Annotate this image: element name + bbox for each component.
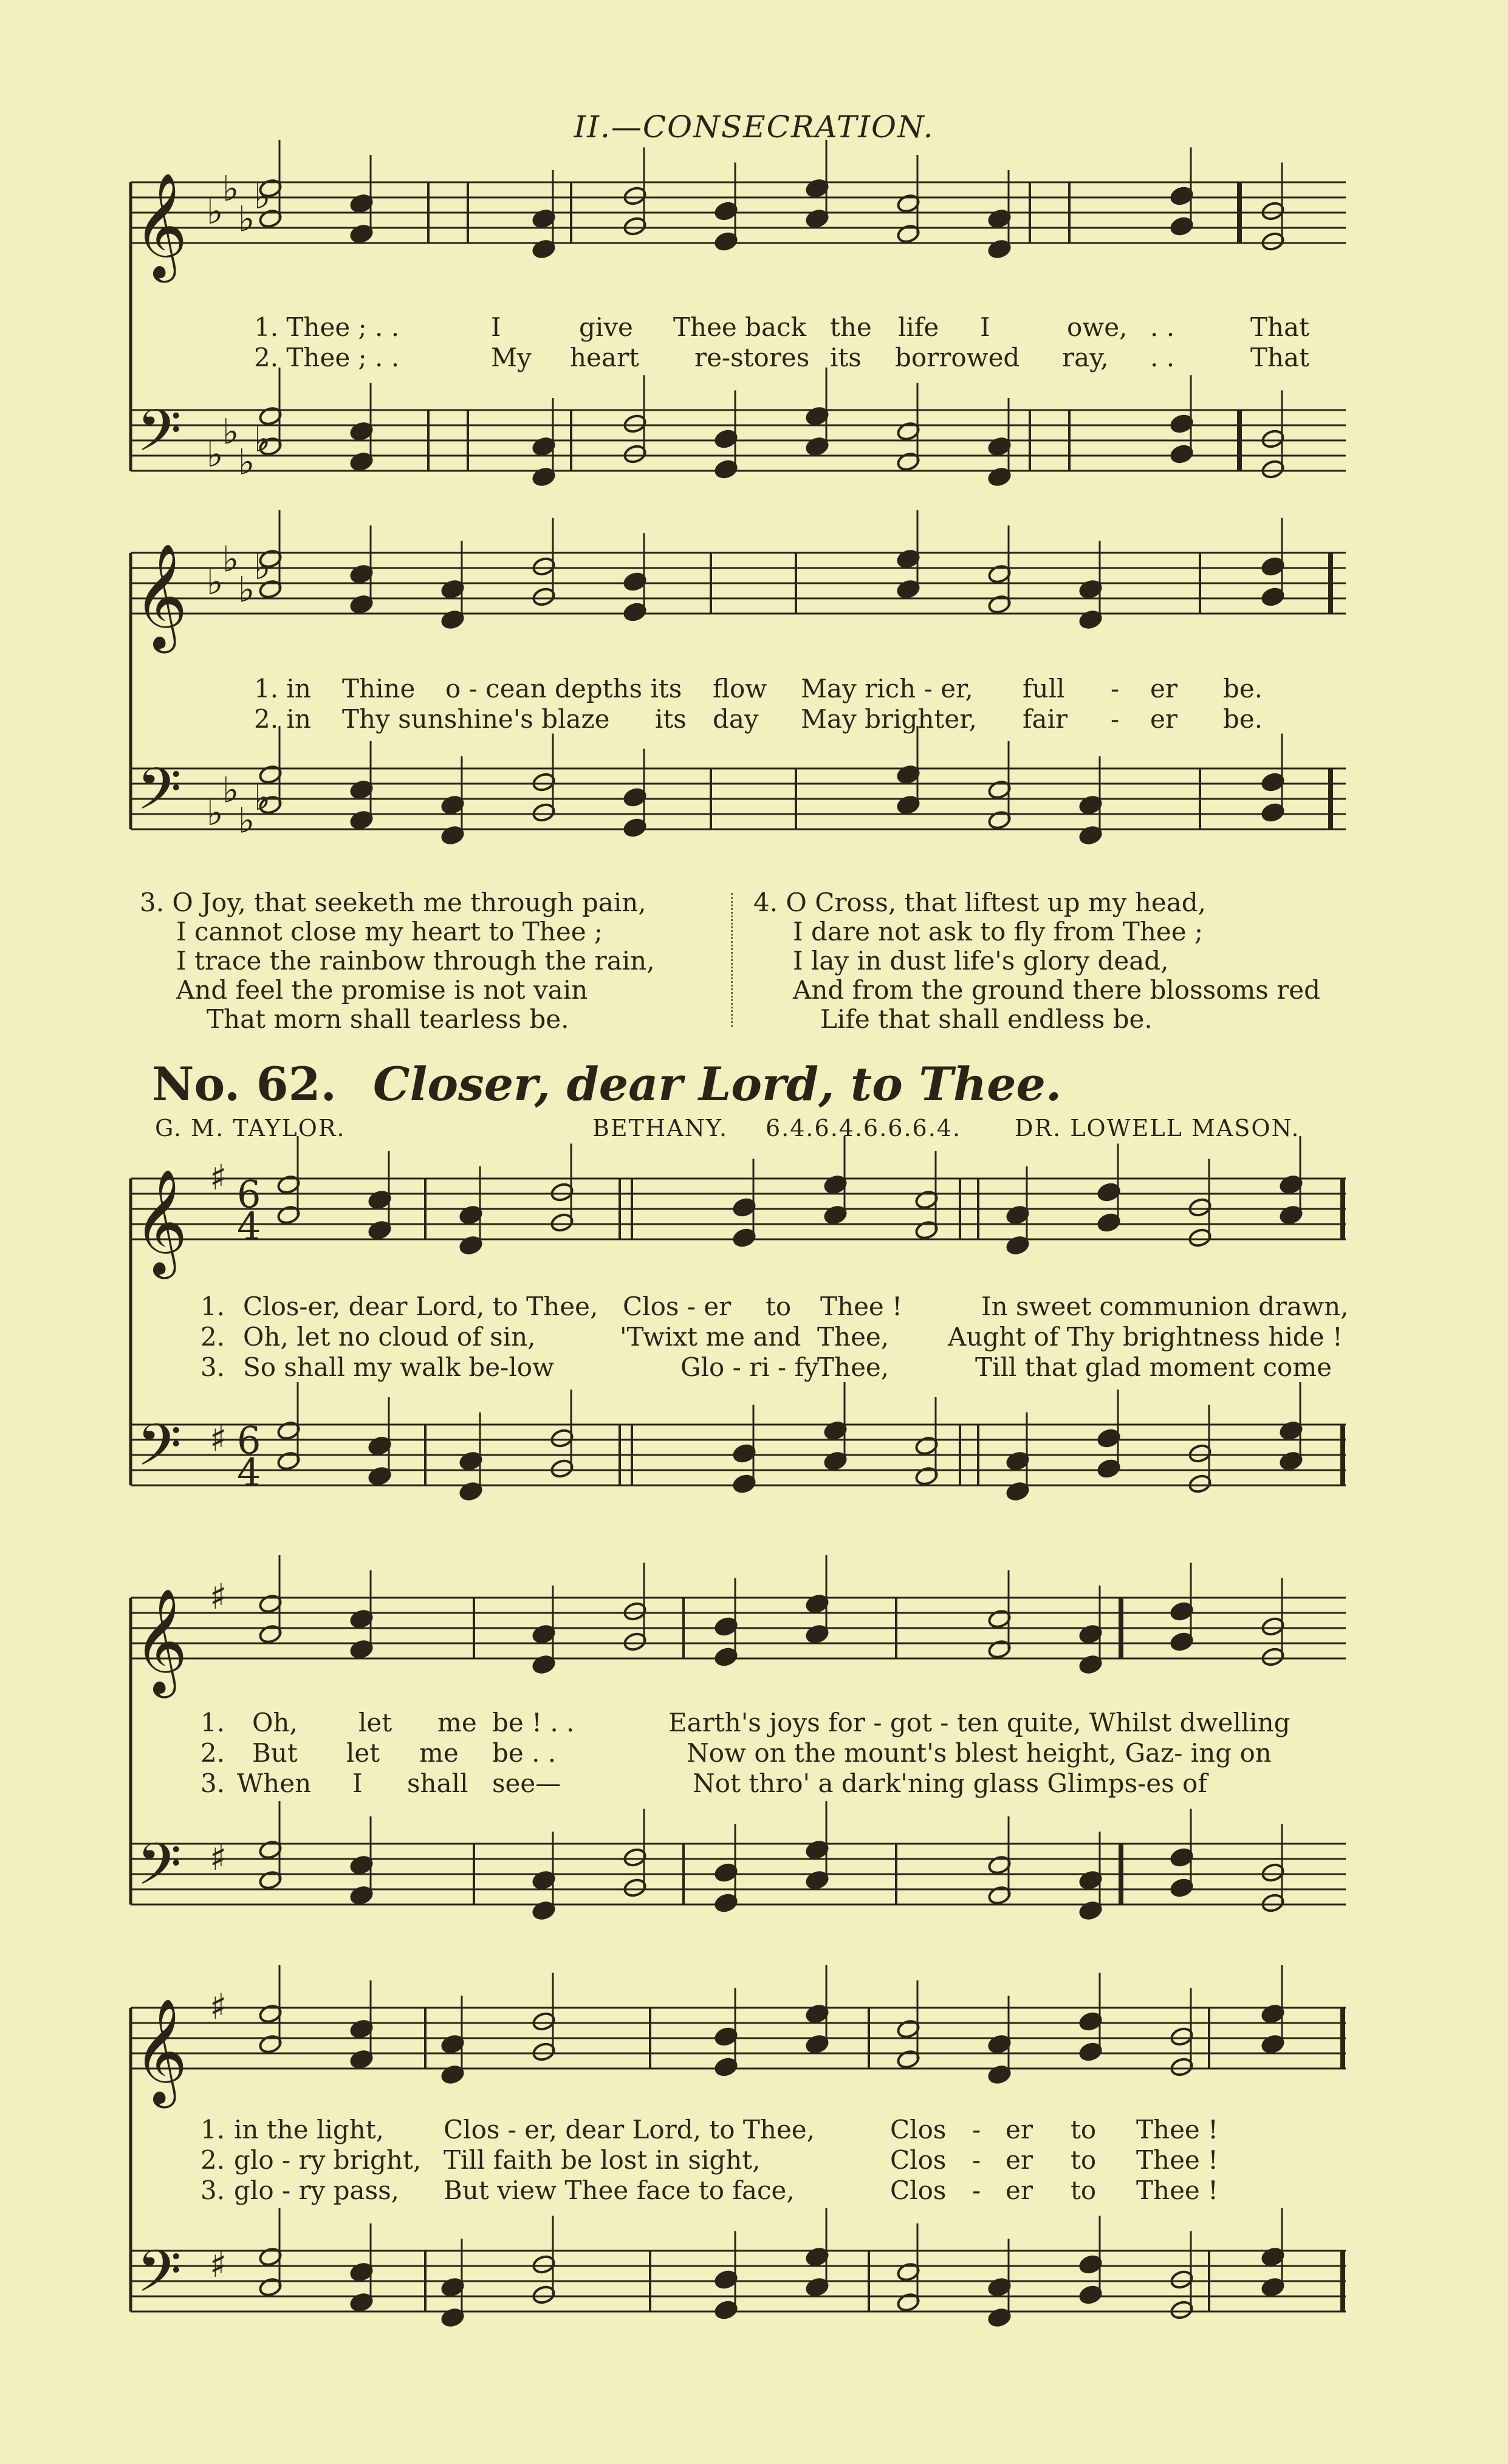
notation-glyph: ♭ [238,569,255,611]
notation-glyph: ♭ [254,546,271,587]
notation-glyph: ♭ [207,792,224,833]
notation-glyph: ♯ [210,1418,227,1459]
verse-4: 4. O Cross, that liftest up my head, I dare not ask to fly from Thee ; I lay in dust life's glory dead, And from the ground there blossoms red Life that shall endless be. [753,888,1321,1034]
notation-glyph: 𝄢 [137,756,182,837]
lyric-h62-s2-v2: 2. But let me be . . Now on the mount's blest height, Gaz- ing on [200,1738,1272,1768]
lyric-h62-s2-v1: 1. Oh, let me be ! . . Earth's joys for - got - ten quite, Whilst dwelling [200,1708,1290,1737]
lyric-prev-s2-v2: 2. in Thy sunshine's blaze its day May brighter, fair - er be. [254,704,1263,734]
lyric-h62-s3-v3: 3. glo - ry pass, But view Thee face to face, Clos - er to Thee ! [200,2175,1219,2205]
notation-glyph: ♯ [210,1157,227,1198]
hymn-number: No. 62. [152,1057,337,1111]
notation-glyph: 𝄞 [134,543,188,649]
notation-glyph: ♭ [207,434,224,475]
notation-glyph: ♭ [222,538,239,580]
hymn-author: G. M. TAYLOR. [155,1115,346,1141]
verse-separator [731,893,735,1027]
lyric-prev-s2-v1: 1. in Thine o - cean depths its flow May rich - er, full - er be. [254,674,1263,703]
lyric-h62-s3-v2: 2. glo - ry bright, Till faith be lost in sight, Clos - er to Thee ! [200,2145,1219,2175]
notation-glyph: 4 [237,1204,261,1248]
notation-glyph: ♭ [254,419,271,460]
notation-glyph: 𝄢 [137,1831,182,1912]
hymn-meter: 6.4.6.4.6.6.6.4. [766,1115,962,1141]
verse-3: 3. O Joy, that seeketh me through pain, I cannot close my heart to Thee ; I trace the rainbow through the rain, And feel the promise is not vain That morn shall tearless be. [140,888,655,1034]
notation-glyph: 𝄞 [134,1588,188,1694]
notation-glyph: ♭ [254,176,271,217]
notation-glyph: ♭ [238,441,255,483]
notation-glyph: ♭ [222,769,239,811]
section-header: II.—CONSECRATION. [574,109,934,145]
hymn-title [152,1057,1061,1111]
notation-glyph: 𝄞 [134,173,188,278]
notation-glyph: 6 [237,1172,261,1217]
notation-glyph: ♭ [238,799,255,841]
hymn-composer: DR. LOWELL MASON. [1015,1115,1300,1141]
lyric-h62-s1-v1: 1. Clos-er, dear Lord, to Thee, Clos - er to Thee ! In sweet communion drawn, [200,1292,1349,1321]
notation-glyph: ♭ [254,777,271,818]
lyric-prev-s1-v1: 1. Thee ; . . I give Thee back the life I owe, . . That [254,312,1309,342]
notation-glyph: 𝄞 [134,1169,188,1275]
notation-glyph: ♭ [238,198,255,240]
notation-glyph: 𝄢 [137,1412,182,1493]
notation-glyph: 𝄞 [134,1998,188,2104]
notation-glyph: 𝄢 [137,397,182,479]
notation-glyph: ♯ [210,1837,227,1878]
hymn-tune: BETHANY. [592,1115,728,1141]
notation-glyph: ♭ [222,411,239,453]
lyric-h62-s1-v2: 2. Oh, let no cloud of sin, 'Twixt me and Thee, Aught of Thy brightness hide ! [200,1322,1343,1352]
lyric-h62-s1-v3: 3. So shall my walk be-low Glo - ri - fy Thee, Till that glad moment come [200,1352,1332,1382]
lyric-prev-s1-v2: 2. Thee ; . . My heart re-stores its borrowed ray, . . That [254,343,1309,372]
lyric-h62-s3-v1: 1. in the light, Clos - er, dear Lord, to Thee, Clos - er to Thee ! [200,2115,1219,2144]
notation-glyph: ♭ [207,561,224,603]
notation-glyph: 4 [237,1450,261,1494]
notation-glyph: 6 [237,1418,261,1463]
lyric-h62-s2-v3: 3. When I shall see— Not thro' a dark'ning glass Glimps-es of [200,1768,1207,1798]
notation-glyph: 𝄢 [137,2238,182,2319]
notation-glyph: ♯ [210,2244,227,2285]
hymn-name: Closer, dear Lord, to Thee. [372,1057,1062,1111]
notation-glyph: ♯ [210,1576,227,1617]
notation-glyph: ♯ [210,1986,227,2027]
notation-glyph: ♭ [222,168,239,210]
notation-glyph: ♭ [207,191,224,232]
